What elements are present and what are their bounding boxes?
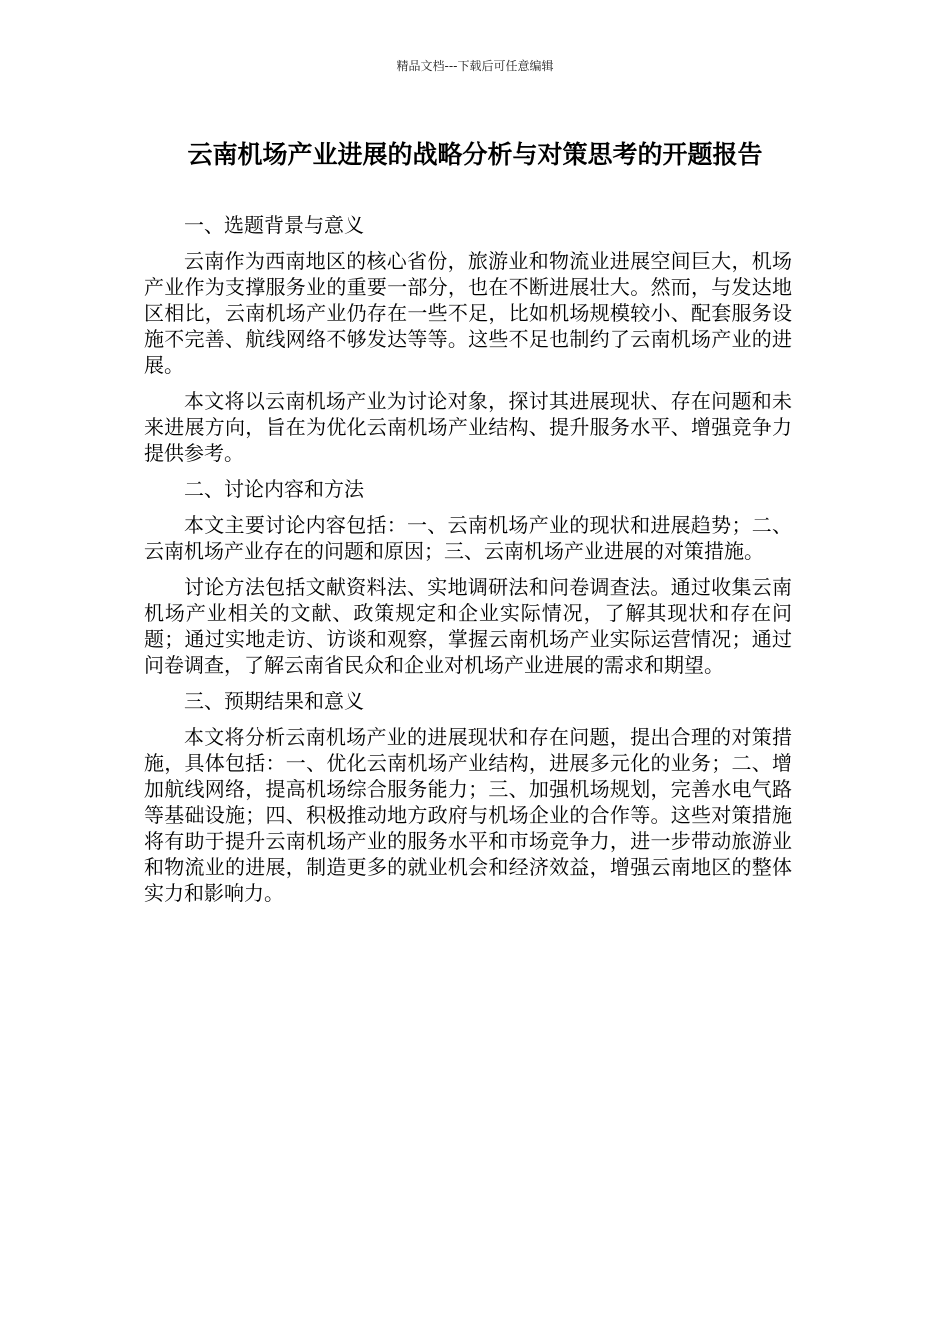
paragraph: 讨论方法包括文献资料法、实地调研法和问卷调查法。通过收集云南机场产业相关的文献、政策规定和企业实际情况，了解其现状和存在问题；通过实地走访、访谈和观察，掌握云南机场产业实际运营情况；通过问卷调查，了解云南省民众和企业对机场产业进展的需求和期望。 [144,575,792,677]
paragraph: 本文将分析云南机场产业的进展现状和存在问题，提出合理的对策措施，具体包括：一、优化云南机场产业结构，进展多元化的业务；二、增加航线网络，提高机场综合服务能力；三、加强机场规划，完善水电气路等基础设施；四、积极推动地方政府与机场企业的合作等。这些对策措施将有助于提升云南机场产业的服务水平和市场竞争力，进一步带动旅游业和物流业的进展，制造更多的就业机会和经济效益，增强云南地区的整体实力和影响力。 [144,725,792,905]
document-body [144,212,792,916]
section-heading-content-methods: 二、讨论内容和方法 [184,477,364,501]
paragraph: 本文将以云南机场产业为讨论对象，探讨其进展现状、存在问题和未来进展方向，旨在为优化云南机场产业结构、提升服务水平、增强竞争力提供参考。 [144,389,792,465]
paragraph: 云南作为西南地区的核心省份，旅游业和物流业进展空间巨大，机场产业作为支撑服务业的重要一部分，也在不断进展壮大。然而，与发达地区相比，云南机场产业仍存在一些不足，比如机场规模较小、配套服务设施不完善、航线网络不够发达等等。这些不足也制约了云南机场产业的进展。 [144,249,792,377]
document-title: 云南机场产业进展的战略分析与对策思考的开题报告 [187,140,763,169]
paragraph: 本文主要讨论内容包括：一、云南机场产业的现状和进展趋势；二、云南机场产业存在的问题和原因；三、云南机场产业进展的对策措施。 [144,513,792,563]
section-heading-expected-results: 三、预期结果和意义 [184,689,364,713]
header-note: 精品文档---下载后可任意编辑 [396,59,554,73]
section-heading-background: 一、选题背景与意义 [184,213,364,237]
